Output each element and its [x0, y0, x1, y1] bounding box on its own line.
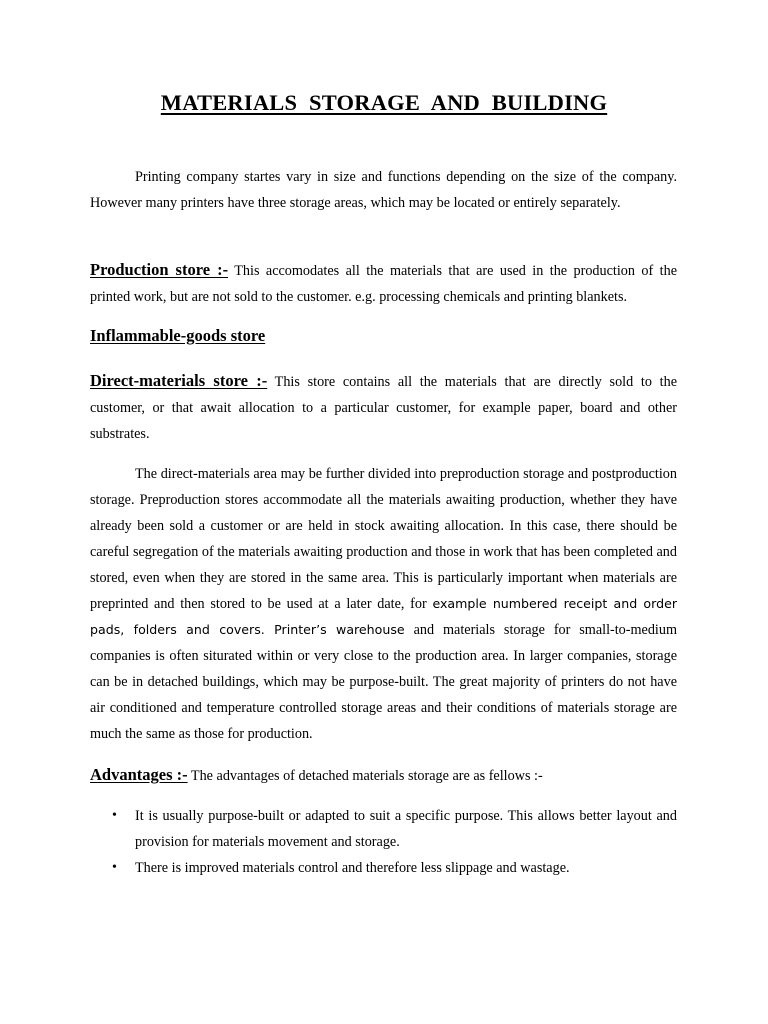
list-item-text: It is usually purpose-built or adapted to suit a specific purpose. This allows better layout and provision for materials movement and storage. [135, 808, 677, 850]
list-item [90, 855, 677, 881]
bullet-icon: • [112, 808, 117, 823]
production-store-heading: Production store :- [90, 260, 229, 279]
direct-area-text-sans: example numbered receipt and order pads, folders and covers. Printer’s warehouse [90, 596, 677, 637]
bullet-icon: • [112, 860, 117, 875]
direct-materials-heading: Direct-materials store :- [90, 371, 268, 390]
direct-area-text-1: The direct-materials area may be further divided into preproduction storage and postproduction storage. Preproduction stores accommodate all the materials awaiting production, whether they have already been sold a customer or are held in stock awaiting allocation. In this case, there should be careful segregation of the materials awaiting production and those in work that has been completed and stored, even when they are stored in the same area. This is particularly important when materials are preprinted and then stored to be used at a later date, for [90, 466, 677, 612]
advantages-text: The advantages of detached materials storage are as fellows :- [187, 768, 543, 784]
intro-paragraph: Printing company startes vary in size and functions depending on the size of the company. However many printers have three storage areas, which may be located or entirely separately. [90, 169, 677, 211]
page-title: MATERIALS STORAGE AND BUILDING [160, 90, 608, 115]
production-store-paragraph [90, 257, 677, 310]
direct-area-text-2: and materials storage for small-to-medium companies is often siturated within or very close to the production area. In larger companies, storage can be in detached buildings, which may be purpose-built. The great majority of printers do not have air conditioned and temperature controlled storage areas and their conditions of materials storage are much the same as those for production. [90, 622, 678, 742]
direct-area-paragraph [90, 461, 677, 747]
inflammable-goods-heading: Inflammable-goods store [90, 326, 266, 345]
advantages-heading: Advantages :- [90, 765, 188, 784]
list-item [90, 803, 677, 855]
advantages-list [90, 803, 677, 881]
production-store-text: This accomodates all the materials that are used in the production of the printed work, but are not sold to the customer. e.g. processing chemicals and printing blankets. [90, 263, 677, 305]
direct-materials-text: This store contains all the materials that are directly sold to the customer, or that await allocation to a particular customer, for example paper, board and other substrates. [90, 374, 677, 442]
advantages-paragraph [90, 762, 677, 789]
direct-materials-paragraph [90, 368, 677, 447]
list-item-text: There is improved materials control and therefore less slippage and wastage. [135, 860, 570, 876]
